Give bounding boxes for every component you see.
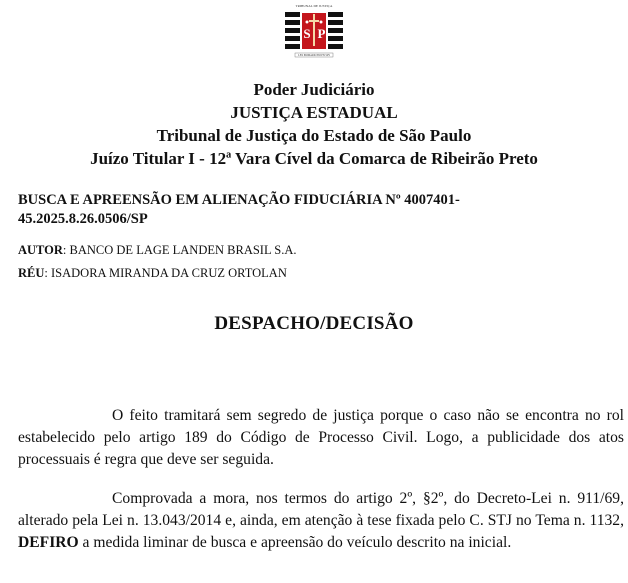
decision-paragraph-2 xyxy=(18,488,624,554)
document-header xyxy=(0,78,628,170)
case-number: 45.2025.8.26.0506/SP xyxy=(18,211,148,227)
svg-text:S: S xyxy=(303,26,311,41)
header-court-division: Juízo Titular I - 12ª Vara Cível da Comarca de Ribeirão Preto xyxy=(90,149,538,168)
deferral-word: DEFIRO xyxy=(18,534,79,551)
svg-text:TRIBUNAL DE JUSTIÇA: TRIBUNAL DE JUSTIÇA xyxy=(295,4,333,8)
case-title-line-1: BUSCA E APREENSÃO EM ALIENAÇÃO FIDUCIÁRIA Nº 4007401- xyxy=(18,192,460,208)
paragraph-2-text-start: Comprovada a mora, nos termos do artigo 2º, §2º, do Decreto-Lei n. 911/69, alterado pela Lei n. 13.043/2014 e, ainda, em atenção à tese fixada pelo C. STJ no Tema n. 1132, xyxy=(18,490,624,529)
case-title xyxy=(18,191,608,229)
header-power: Poder Judiciário xyxy=(253,80,375,99)
defendant-party xyxy=(18,265,287,281)
decision-paragraph-1: O feito tramitará sem segredo de justiça porque o caso não se encontra no rol estabelecido pelo artigo 189 do Código de Processo Civil. Logo, a publicidade dos atos processuais é regra que deve ser seguida. xyxy=(18,407,624,468)
defendant-value: : ISADORA MIRANDA DA CRUZ ORTOLAN xyxy=(44,266,287,280)
paragraph-2-text-end: a medida liminar de busca e apreensão do veículo descrito na inicial. xyxy=(78,534,512,551)
defendant-label: RÉU xyxy=(18,266,45,280)
svg-text:P: P xyxy=(317,26,326,41)
header-justice: JUSTIÇA ESTADUAL xyxy=(230,103,398,122)
svg-text:LEX PRIMARIO BOVIS SPS: LEX PRIMARIO BOVIS SPS xyxy=(298,54,330,58)
author-party xyxy=(18,242,297,258)
decision-title: DESPACHO/DECISÃO xyxy=(214,313,414,334)
header-court: Tribunal de Justiça do Estado de São Paulo xyxy=(156,126,472,145)
author-label: AUTOR xyxy=(18,243,63,257)
coat-of-arms-icon xyxy=(283,2,345,64)
court-seal-logo xyxy=(283,2,345,64)
author-value: : BANCO DE LAGE LANDEN BRASIL S.A. xyxy=(62,243,297,257)
